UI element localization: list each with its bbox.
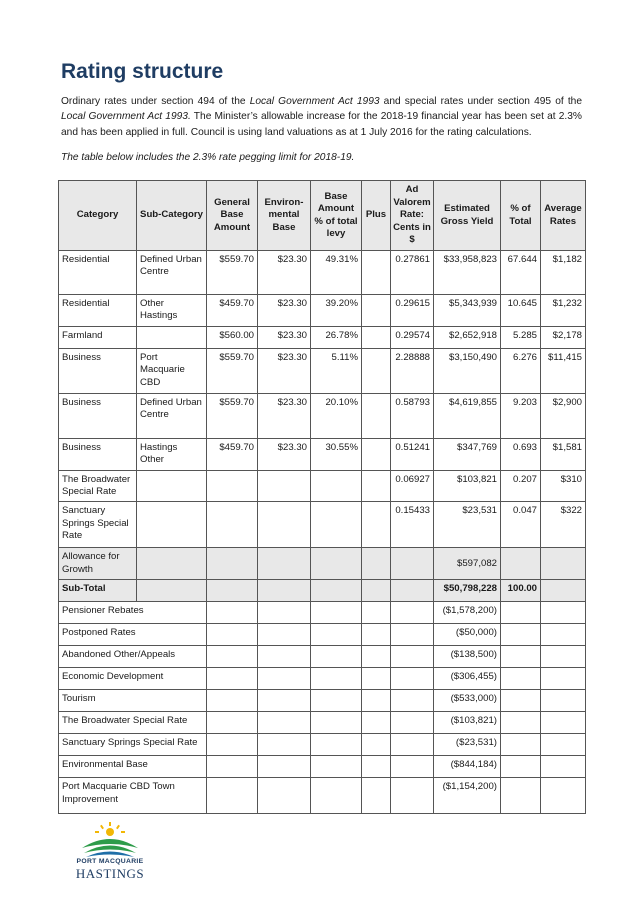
cell-subcategory: Other Hastings: [137, 295, 207, 327]
empty-cell: [362, 602, 391, 624]
empty-cell: [311, 602, 362, 624]
empty-cell: [207, 548, 258, 580]
cell-env-base: [258, 502, 311, 548]
empty-cell: [501, 602, 541, 624]
empty-cell: [258, 712, 311, 734]
empty-cell: [541, 646, 586, 668]
intro-text-2: and special rates under section 495 of the: [379, 96, 583, 107]
cell-base-pct: 30.55%: [311, 438, 362, 470]
empty-cell: [501, 778, 541, 814]
cell-yield: ($844,184): [434, 756, 501, 778]
cell-yield: ($306,455): [434, 668, 501, 690]
empty-cell: [362, 646, 391, 668]
cell-base-pct: 5.11%: [311, 348, 362, 393]
cell-base-pct: [311, 502, 362, 548]
cell-env-base: [258, 470, 311, 502]
cell-adjustment-label: Environmental Base: [59, 756, 207, 778]
cell-ad-valorem: 0.51241: [391, 438, 434, 470]
empty-cell: [541, 756, 586, 778]
empty-cell: [391, 602, 434, 624]
cell-avg: $322: [541, 502, 586, 548]
empty-cell: [541, 624, 586, 646]
empty-cell: [207, 646, 258, 668]
cell-pct-total: 9.203: [501, 393, 541, 438]
empty-cell: [362, 624, 391, 646]
cell-avg: $1,581: [541, 438, 586, 470]
cell-base-pct: 39.20%: [311, 295, 362, 327]
cell-pct-total: 10.645: [501, 295, 541, 327]
cell-yield: ($50,000): [434, 624, 501, 646]
empty-cell: [501, 734, 541, 756]
empty-cell: [362, 778, 391, 814]
empty-cell: [391, 548, 434, 580]
table-row: [59, 393, 586, 438]
cell-yield: ($1,154,200): [434, 778, 501, 814]
empty-cell: [258, 734, 311, 756]
cell-avg: $2,900: [541, 393, 586, 438]
cell-adjustment-label: Tourism: [59, 690, 207, 712]
empty-cell: [311, 756, 362, 778]
cell-plus: [362, 295, 391, 327]
cell-adjustment-label: Abandoned Other/Appeals: [59, 646, 207, 668]
empty-cell: [391, 646, 434, 668]
table-row: [59, 438, 586, 470]
empty-cell: [391, 712, 434, 734]
cell-category: Allowance for Growth: [59, 548, 137, 580]
empty-cell: [207, 756, 258, 778]
cell-yield: ($1,578,200): [434, 602, 501, 624]
empty-cell: [501, 668, 541, 690]
cell-general-base: $559.70: [207, 348, 258, 393]
empty-cell: [541, 602, 586, 624]
empty-cell: [207, 734, 258, 756]
empty-cell: [311, 548, 362, 580]
intro-text-3: The Minister’s allowable increase for the 2018-19 financial year has been set at 2.3% and has been applied in full. Council is using land valuations as at 1 July 2016 for the rating calculations.: [61, 111, 582, 138]
empty-cell: [362, 580, 391, 602]
empty-cell: [311, 712, 362, 734]
cell-avg: $1,232: [541, 295, 586, 327]
table-caption: The table below includes the 2.3% rate pegging limit for 2018-19.: [61, 152, 355, 164]
header-yield: Estimated Gross Yield: [434, 181, 501, 251]
header-ad-valorem: Ad Valorem Rate: Cents in $: [391, 181, 434, 251]
empty-cell: [501, 624, 541, 646]
table-row: [59, 326, 586, 348]
cell-plus: [362, 348, 391, 393]
cell-ad-valorem: 0.58793: [391, 393, 434, 438]
cell-plus: [362, 470, 391, 502]
empty-cell: [391, 624, 434, 646]
empty-cell: [207, 712, 258, 734]
cell-general-base: [207, 470, 258, 502]
cell-yield: $33,958,823: [434, 251, 501, 295]
header-plus: Plus: [362, 181, 391, 251]
empty-cell: [311, 778, 362, 814]
cell-general-base: $459.70: [207, 295, 258, 327]
empty-cell: [501, 548, 541, 580]
cell-adjustment-label: Pensioner Rebates: [59, 602, 207, 624]
empty-cell: [258, 624, 311, 646]
header-pct-total: % of Total: [501, 181, 541, 251]
cell-subcategory: [137, 326, 207, 348]
subtotal-row: [59, 580, 586, 602]
empty-cell: [258, 580, 311, 602]
cell-ad-valorem: 0.06927: [391, 470, 434, 502]
empty-cell: [541, 548, 586, 580]
cell-avg: $1,182: [541, 251, 586, 295]
empty-cell: [258, 646, 311, 668]
cell-pct-total: 0.693: [501, 438, 541, 470]
adjustment-row: [59, 756, 586, 778]
cell-category: Business: [59, 438, 137, 470]
cell-yield: $2,652,918: [434, 326, 501, 348]
empty-cell: [137, 580, 207, 602]
empty-cell: [541, 712, 586, 734]
cell-env-base: $23.30: [258, 251, 311, 295]
empty-cell: [258, 548, 311, 580]
cell-adjustment-label: Postponed Rates: [59, 624, 207, 646]
cell-yield: $347,769: [434, 438, 501, 470]
cell-base-pct: 20.10%: [311, 393, 362, 438]
adjustment-row: [59, 602, 586, 624]
act-reference-1: Local Government Act 1993: [249, 96, 380, 107]
empty-cell: [362, 734, 391, 756]
adjustment-row: [59, 778, 586, 814]
cell-pct-total: 0.207: [501, 470, 541, 502]
empty-cell: [311, 646, 362, 668]
empty-cell: [541, 690, 586, 712]
cell-ad-valorem: 2.28888: [391, 348, 434, 393]
empty-cell: [501, 756, 541, 778]
empty-cell: [207, 778, 258, 814]
empty-cell: [137, 548, 207, 580]
rating-table: [58, 180, 586, 814]
table-row: [59, 502, 586, 548]
empty-cell: [501, 712, 541, 734]
empty-cell: [258, 668, 311, 690]
cell-adjustment-label: Economic Development: [59, 668, 207, 690]
empty-cell: [311, 668, 362, 690]
cell-base-pct: 26.78%: [311, 326, 362, 348]
cell-yield: ($103,821): [434, 712, 501, 734]
table-row: [59, 295, 586, 327]
empty-cell: [258, 690, 311, 712]
cell-adjustment-label: The Broadwater Special Rate: [59, 712, 207, 734]
adjustment-row: [59, 712, 586, 734]
empty-cell: [391, 580, 434, 602]
cell-plus: [362, 502, 391, 548]
cell-subcategory: Defined Urban Centre: [137, 393, 207, 438]
empty-cell: [501, 690, 541, 712]
header-category: Category: [59, 181, 137, 251]
cell-adjustment-label: Sanctuary Springs Special Rate: [59, 734, 207, 756]
empty-cell: [541, 580, 586, 602]
cell-yield: ($23,531): [434, 734, 501, 756]
cell-general-base: $459.70: [207, 438, 258, 470]
empty-cell: [207, 602, 258, 624]
adjustment-row: [59, 646, 586, 668]
empty-cell: [391, 690, 434, 712]
empty-cell: [391, 668, 434, 690]
empty-cell: [391, 734, 434, 756]
cell-pct-total: 5.285: [501, 326, 541, 348]
cell-subcategory: [137, 470, 207, 502]
cell-yield: $3,150,490: [434, 348, 501, 393]
cell-base-pct: 49.31%: [311, 251, 362, 295]
table-row: [59, 251, 586, 295]
cell-yield: ($533,000): [434, 690, 501, 712]
cell-env-base: $23.30: [258, 438, 311, 470]
empty-cell: [362, 690, 391, 712]
cell-category: Sub-Total: [59, 580, 137, 602]
cell-plus: [362, 393, 391, 438]
empty-cell: [207, 690, 258, 712]
cell-general-base: [207, 502, 258, 548]
adjustment-row: [59, 668, 586, 690]
cell-general-base: $559.70: [207, 251, 258, 295]
cell-avg: $2,178: [541, 326, 586, 348]
cell-avg: $310: [541, 470, 586, 502]
adjustment-row: [59, 690, 586, 712]
empty-cell: [207, 624, 258, 646]
cell-yield: ($138,500): [434, 646, 501, 668]
table-body: [59, 251, 586, 814]
cell-adjustment-label: Port Macquarie CBD Town Improvement: [59, 778, 207, 814]
empty-cell: [362, 756, 391, 778]
cell-yield: $50,798,228: [434, 580, 501, 602]
cell-yield: $597,082: [434, 548, 501, 580]
page-content: [61, 58, 582, 164]
cell-yield: $23,531: [434, 502, 501, 548]
cell-pct-total: 100.00: [501, 580, 541, 602]
cell-category: The Broadwater Special Rate: [59, 470, 137, 502]
header-general-base: General Base Amount: [207, 181, 258, 251]
allowance-row: [59, 548, 586, 580]
empty-cell: [391, 756, 434, 778]
table-row: [59, 470, 586, 502]
cell-subcategory: Defined Urban Centre: [137, 251, 207, 295]
empty-cell: [362, 712, 391, 734]
cell-general-base: $559.70: [207, 393, 258, 438]
cell-yield: $5,343,939: [434, 295, 501, 327]
empty-cell: [391, 778, 434, 814]
empty-cell: [362, 548, 391, 580]
cell-env-base: $23.30: [258, 295, 311, 327]
adjustment-row: [59, 734, 586, 756]
logo-line-2: HASTINGS: [75, 866, 145, 881]
cell-env-base: $23.30: [258, 393, 311, 438]
empty-cell: [311, 580, 362, 602]
cell-env-base: $23.30: [258, 348, 311, 393]
cell-category: Residential: [59, 295, 137, 327]
empty-cell: [207, 580, 258, 602]
cell-ad-valorem: 0.27861: [391, 251, 434, 295]
cell-plus: [362, 251, 391, 295]
cell-subcategory: [137, 502, 207, 548]
cell-subcategory: Port Macquarie CBD: [137, 348, 207, 393]
cell-category: Business: [59, 348, 137, 393]
cell-general-base: $560.00: [207, 326, 258, 348]
empty-cell: [541, 734, 586, 756]
header-subcategory: Sub-Category: [137, 181, 207, 251]
cell-ad-valorem: 0.15433: [391, 502, 434, 548]
empty-cell: [311, 624, 362, 646]
cell-category: Farmland: [59, 326, 137, 348]
cell-env-base: $23.30: [258, 326, 311, 348]
header-avg: Average Rates: [541, 181, 586, 251]
empty-cell: [258, 602, 311, 624]
empty-cell: [541, 778, 586, 814]
header-env-base: Environ-mental Base: [258, 181, 311, 251]
intro-paragraph: [61, 94, 582, 140]
empty-cell: [311, 734, 362, 756]
logo-line-1: PORT MACQUARIE: [76, 858, 144, 865]
cell-ad-valorem: 0.29615: [391, 295, 434, 327]
empty-cell: [362, 668, 391, 690]
cell-pct-total: 0.047: [501, 502, 541, 548]
empty-cell: [311, 690, 362, 712]
cell-category: Business: [59, 393, 137, 438]
empty-cell: [258, 756, 311, 778]
cell-yield: $103,821: [434, 470, 501, 502]
cell-ad-valorem: 0.29574: [391, 326, 434, 348]
cell-yield: $4,619,855: [434, 393, 501, 438]
page-title: Rating structure: [61, 60, 224, 83]
table-header-row: [59, 181, 586, 251]
cell-pct-total: 67.644: [501, 251, 541, 295]
cell-pct-total: 6.276: [501, 348, 541, 393]
cell-subcategory: Hastings Other: [137, 438, 207, 470]
cell-category: Sanctuary Springs Special Rate: [59, 502, 137, 548]
empty-cell: [541, 668, 586, 690]
cell-base-pct: [311, 470, 362, 502]
empty-cell: [501, 646, 541, 668]
empty-cell: [258, 778, 311, 814]
cell-category: Residential: [59, 251, 137, 295]
cell-plus: [362, 326, 391, 348]
table-row: [59, 348, 586, 393]
empty-cell: [207, 668, 258, 690]
cell-plus: [362, 438, 391, 470]
act-reference-2: Local Government Act 1993.: [61, 111, 191, 123]
adjustment-row: [59, 624, 586, 646]
intro-text-1: Ordinary rates under section 494 of the: [61, 96, 250, 107]
header-base-pct: Base Amount % of total levy: [311, 181, 362, 251]
cell-avg: $11,415: [541, 348, 586, 393]
